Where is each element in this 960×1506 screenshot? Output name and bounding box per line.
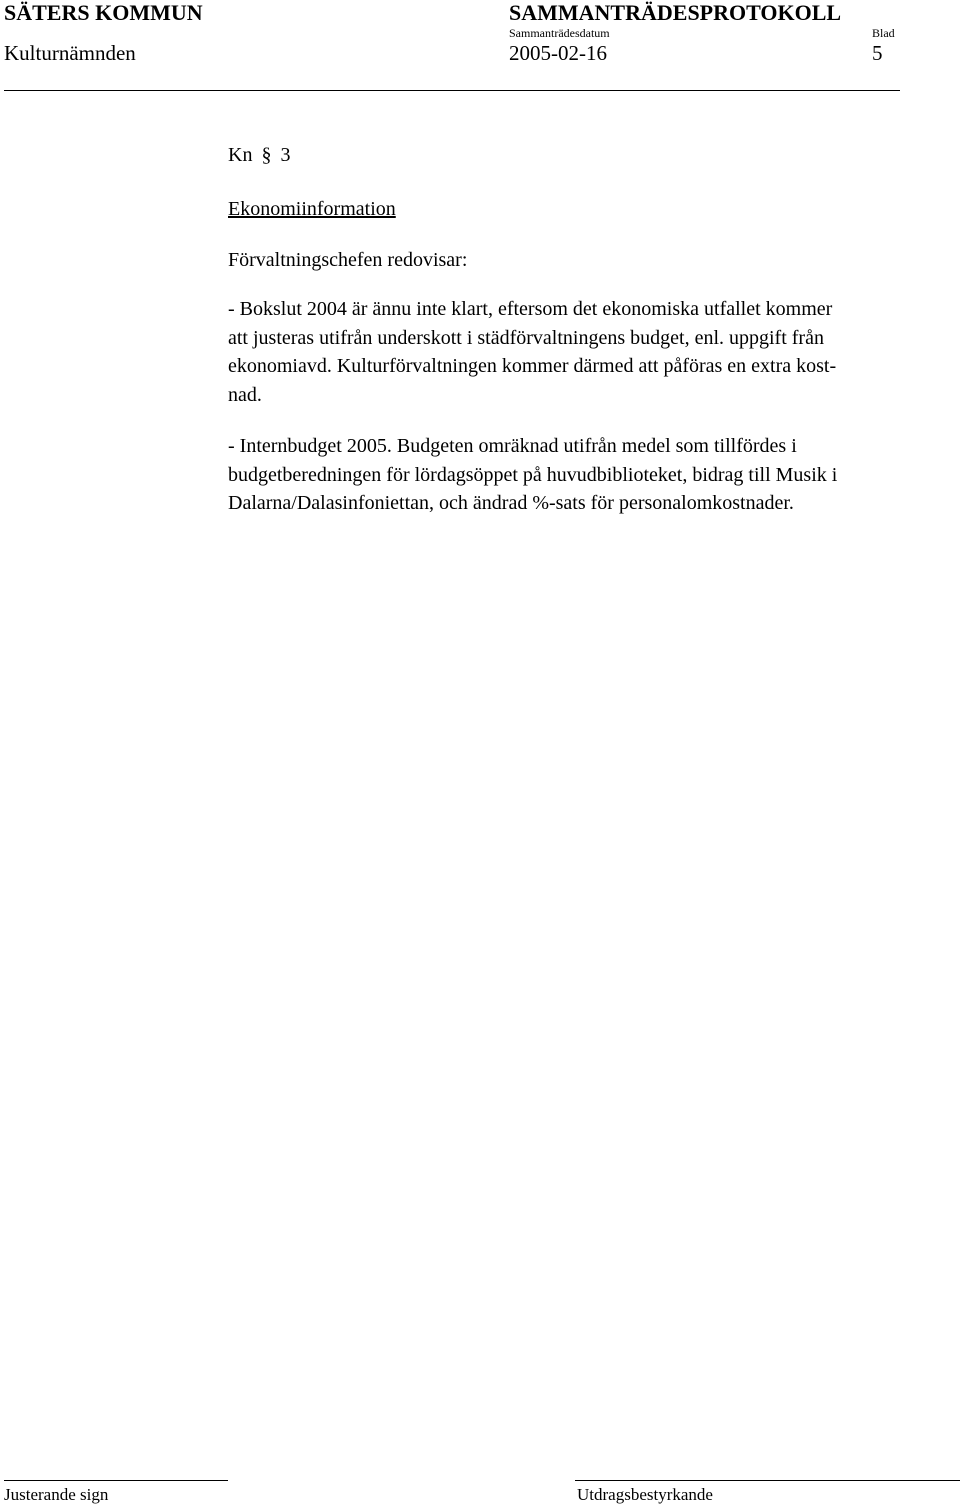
footer-rule-left — [4, 1480, 228, 1481]
text-line: Dalarna/Dalasinfoniettan, och ändrad %-sats för personalomkostnader. — [228, 492, 794, 514]
date-label: Sammanträdesdatum — [509, 26, 610, 40]
paragraph-number: 3 — [280, 144, 291, 166]
page-label: Blad — [872, 26, 895, 40]
paragraph-heading — [228, 144, 290, 167]
list-item-internbudget — [228, 432, 950, 518]
section-title: Ekonomiinformation — [228, 198, 396, 220]
text-line: - Internbudget 2005. Budgeten omräknad utifrån medel som tillfördes i — [228, 435, 797, 457]
text-line: ekonomiavd. Kulturförvaltningen kommer därmed att påföras en extra kost- — [228, 355, 837, 377]
text-line: nad. — [228, 383, 262, 406]
header-rule — [4, 90, 900, 91]
signature-label: Justerande sign — [4, 1485, 109, 1504]
municipality-name: SÄTERS KOMMUN — [4, 0, 203, 25]
text-line: budgetberedningen för lördagsöppet på huvudbiblioteket, bidrag till Musik i — [228, 463, 838, 486]
meeting-date: 2005-02-16 — [509, 41, 607, 65]
list-item-bokslut — [228, 295, 950, 409]
page-number: 5 — [872, 41, 883, 65]
section-intro: Förvaltningschefen redovisar: — [228, 249, 468, 271]
paragraph-symbol: § — [261, 144, 272, 166]
document-type: SAMMANTRÄDESPROTOKOLL — [509, 0, 842, 25]
footer-rule-right — [575, 1480, 960, 1481]
text-line: att justeras utifrån underskott i städförvaltningens budget, enl. uppgift från — [228, 326, 824, 349]
paragraph-ref: Kn — [228, 144, 253, 166]
text-line: - Bokslut 2004 är ännu inte klart, eftersom det ekonomiska utfallet kommer — [228, 298, 833, 320]
certification-label: Utdragsbestyrkande — [577, 1485, 713, 1504]
committee-name: Kulturnämnden — [4, 41, 136, 65]
